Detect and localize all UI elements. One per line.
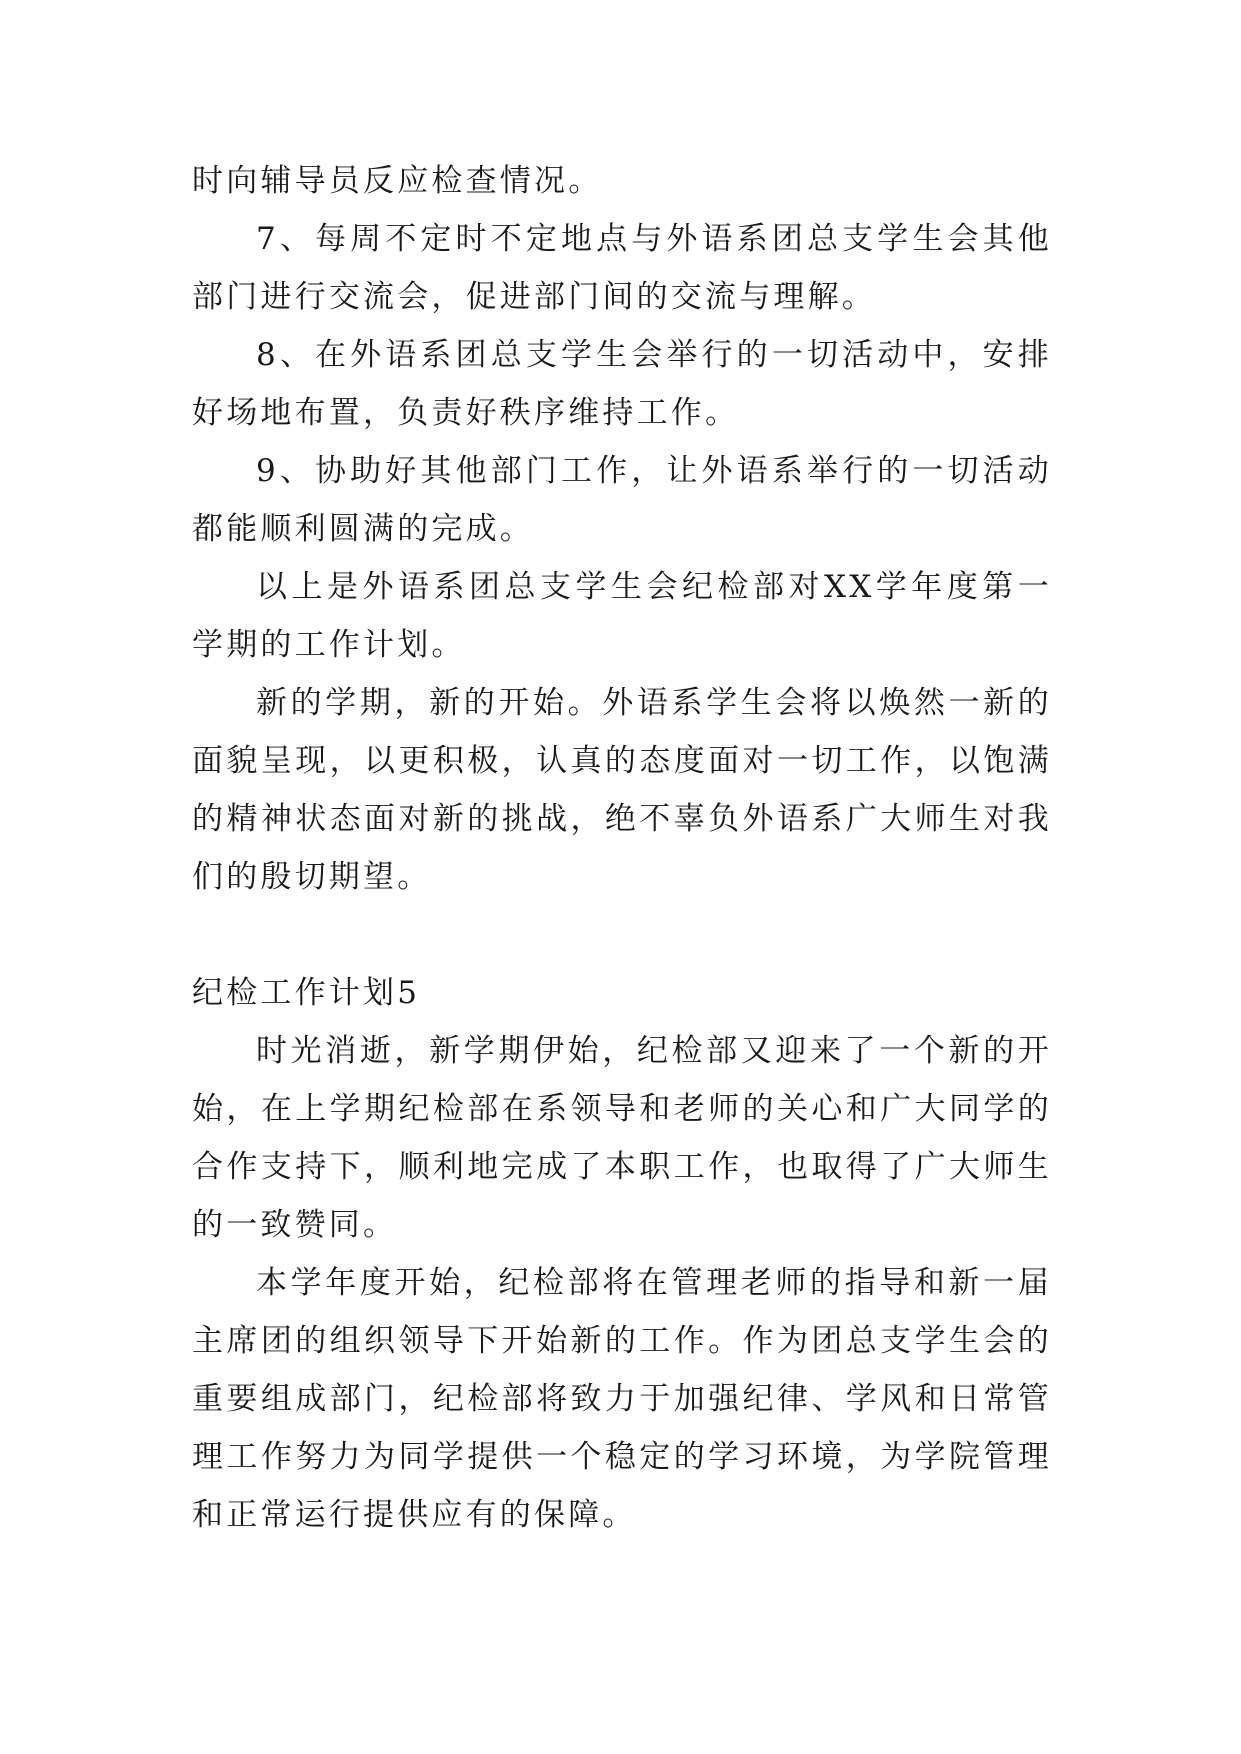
paragraph-item-7: 7、每周不定时不定地点与外语系团总支学生会其他部门进行交流会，促进部门间的交流与理解。	[192, 221, 1052, 315]
section-title: 纪检工作计划5	[192, 975, 421, 1011]
paragraph-item-8: 8、在外语系团总支学生会举行的一切活动中，安排好场地布置，负责好秩序维持工作。	[192, 337, 1052, 431]
paragraph-intro: 时光消逝，新学期伊始，纪检部又迎来了一个新的开始，在上学期纪检部在系领导和老师的关心和广大同学的合作支持下，顺利地完成了本职工作，也取得了广大师生的一致赞同。	[192, 1033, 1052, 1243]
paragraph-continuation: 时向辅导员反应检查情况。	[192, 163, 603, 199]
paragraph-item-9: 9、协助好其他部门工作，让外语系举行的一切活动都能顺利圆满的完成。	[192, 453, 1052, 547]
paragraph-plan: 本学年度开始，纪检部将在管理老师的指导和新一届主席团的组织领导下开始新的工作。作为团总支学生会的重要组成部门，纪检部将致力于加强纪律、学风和日常管理工作努力为同学提供一个稳定的学习环境，为学院管理和正常运行提供应有的保障。	[192, 1265, 1052, 1533]
document-body	[192, 152, 1052, 1544]
paragraph-summary: 以上是外语系团总支学生会纪检部对XX学年度第一学期的工作计划。	[192, 569, 1052, 663]
paragraph-closing: 新的学期，新的开始。外语系学生会将以焕然一新的面貌呈现，以更积极，认真的态度面对一切工作，以饱满的精神状态面对新的挑战，绝不辜负外语系广大师生对我们的殷切期望。	[192, 685, 1052, 895]
